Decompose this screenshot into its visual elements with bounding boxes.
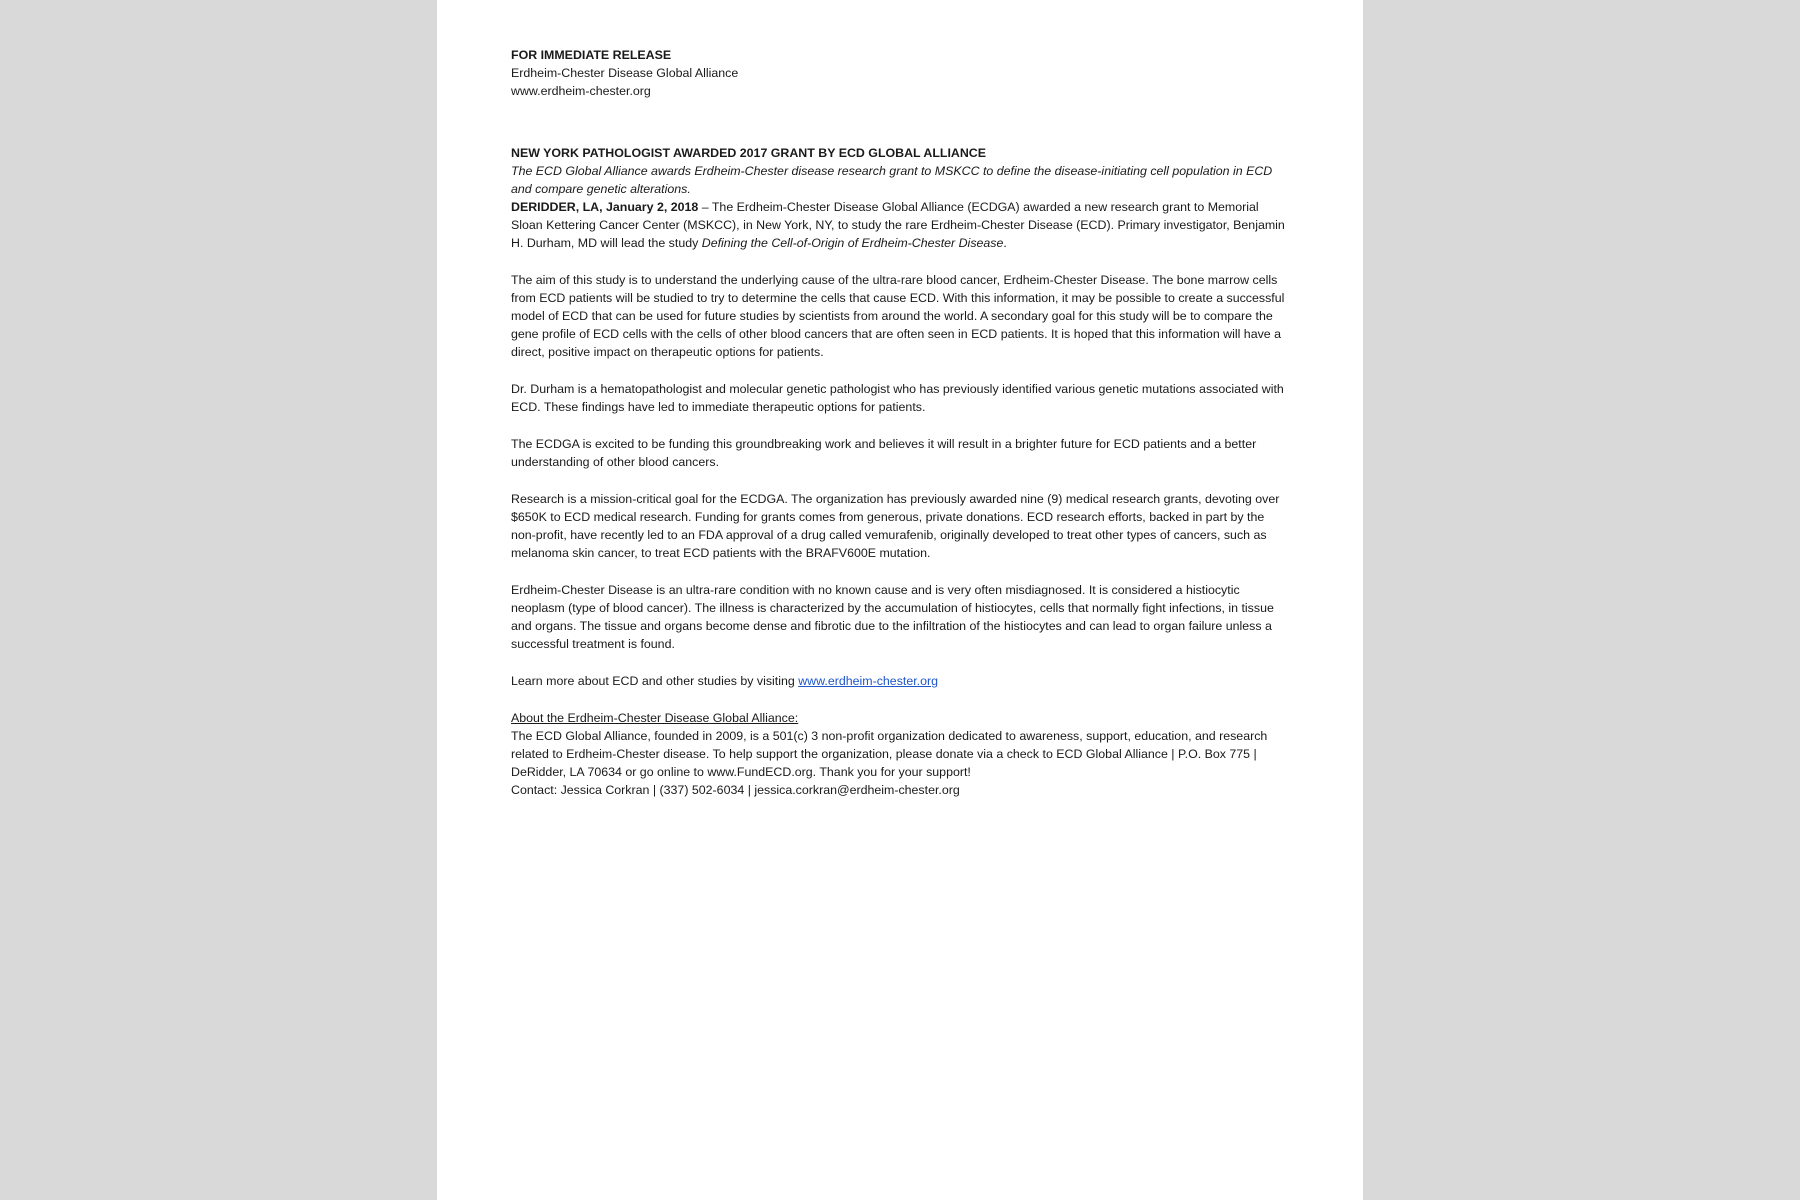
release-label: FOR IMMEDIATE RELEASE	[511, 48, 672, 62]
contact-line: Contact: Jessica Corkran | (337) 502-6034 | jessica.corkran@erdheim-chester.org	[511, 783, 960, 797]
dateline: DERIDDER, LA, January 2, 2018	[511, 200, 699, 214]
intro-end: .	[1003, 236, 1007, 250]
aim-paragraph: The aim of this study is to understand the underlying cause of the ultra-rare blood cancer, Erdheim-Chester Disease. The bone marrow cells from ECD patients will be studied to try to determine the cells that cause ECD. With this information, it may be possible to create a successful model of ECD that can be used for future studies by scientists from around the world. A secondary goal for this study will be to compare the gene profile of ECD cells with the cells of other blood cancers that are often seen in ECD patients. It is hoped that this information will have a direct, positive impact on therapeutic options for patients.	[511, 273, 1285, 359]
excited-paragraph: The ECDGA is excited to be funding this groundbreaking work and believes it will result in a brighter future for ECD patients and a better understanding of other blood cancers.	[511, 437, 1257, 469]
learn-more-link[interactable]: www.erdheim-chester.org	[798, 674, 939, 688]
document-page	[437, 0, 1363, 1200]
intro-paragraph	[511, 198, 1291, 252]
learn-more-paragraph	[511, 672, 1291, 690]
about-section	[511, 709, 1291, 799]
study-title: Defining the Cell-of-Origin of Erdheim-Chester Disease	[701, 236, 1004, 250]
organization-name: Erdheim-Chester Disease Global Alliance	[511, 66, 739, 80]
release-header	[511, 46, 1291, 100]
about-heading: About the Erdheim-Chester Disease Global Alliance:	[511, 711, 799, 725]
organization-website: www.erdheim-chester.org	[511, 84, 651, 98]
disease-paragraph: Erdheim-Chester Disease is an ultra-rare condition with no known cause and is very often misdiagnosed. It is considered a histiocytic neoplasm (type of blood cancer). The illness is characterized by the accumulation of histiocytes, cells that normally fight infections, in tissue and organs. The tissue and organs become dense and fibrotic due to the infiltration of the histiocytes and can lead to organ failure unless a successful treatment is found.	[511, 583, 1274, 651]
about-text: The ECD Global Alliance, founded in 2009, is a 501(c) 3 non-profit organization dedicated to awareness, support, education, and research related to Erdheim-Chester disease. To help support the organization, please donate via a check to ECD Global Alliance | P.O. Box 775 | DeRidder, LA 70634 or go online to www.FundECD.org. Thank you for your support!	[511, 729, 1268, 779]
headline-subtitle: The ECD Global Alliance awards Erdheim-Chester disease research grant to MSKCC to define the disease-initiating cell population in ECD and compare genetic alterations.	[511, 164, 1273, 196]
headline-title: NEW YORK PATHOLOGIST AWARDED 2017 GRANT BY ECD GLOBAL ALLIANCE	[511, 146, 987, 160]
durham-paragraph: Dr. Durham is a hematopathologist and molecular genetic pathologist who has previously identified various genetic mutations associated with ECD. These findings have led to immediate therapeutic options for patients.	[511, 382, 1284, 414]
research-paragraph: Research is a mission-critical goal for the ECDGA. The organization has previously awarded nine (9) medical research grants, devoting over $650K to ECD medical research. Funding for grants comes from generous, private donations. ECD research efforts, backed in part by the non-profit, have recently led to an FDA approval of a drug called vemurafenib, originally developed to treat other types of cancers, such as melanoma skin cancer, to treat ECD patients with the BRAFV600E mutation.	[511, 492, 1280, 560]
intro-text: – The Erdheim-Chester Disease Global Alliance (ECDGA) awarded a new research grant to Memorial Sloan Kettering Cancer Center (MSKCC), in New York, NY, to study the rare Erdheim-Chester Disease (ECD). Primary investigator, Benjamin H. Durham, MD will lead the study	[511, 200, 1285, 250]
learn-more-text: Learn more about ECD and other studies by visiting	[511, 674, 799, 688]
